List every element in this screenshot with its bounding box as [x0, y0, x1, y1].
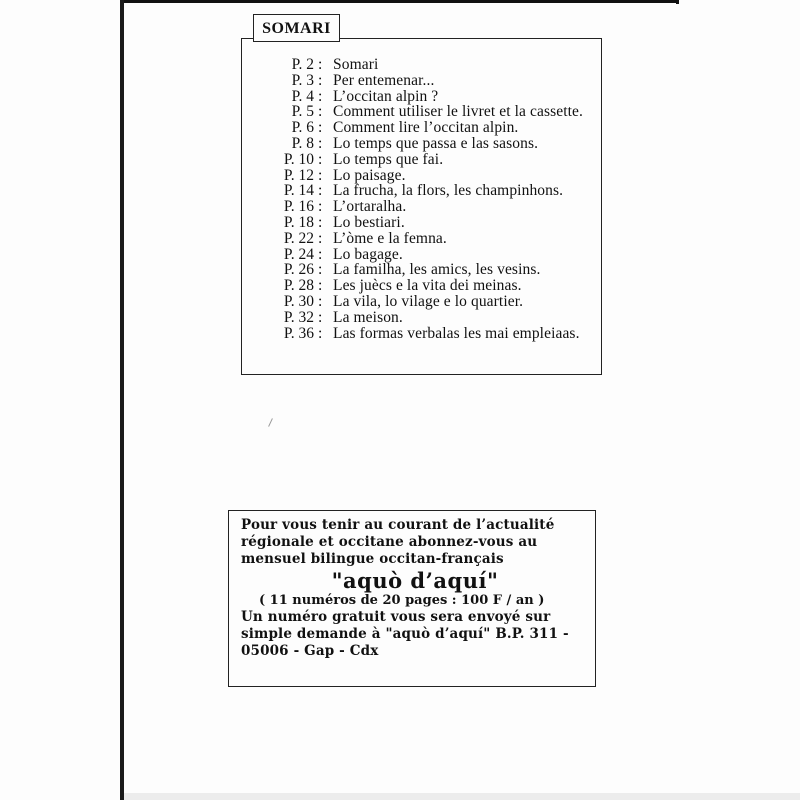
toc-page-number: P. 14 — [283, 182, 314, 200]
toc-entry-title: L’occitan alpin ? — [333, 87, 439, 105]
toc-page-number: P. 28 — [283, 277, 314, 295]
toc-separator: : — [318, 150, 323, 168]
toc-separator: : — [318, 229, 323, 247]
toc-separator: : — [318, 56, 323, 73]
toc-entry — [256, 104, 596, 120]
toc-entry-title: Comment lire l’occitan alpin. — [333, 119, 519, 137]
advert-address: 05006 - Gap - Cdx — [241, 643, 379, 659]
toc-separator: : — [318, 182, 323, 200]
toc-entry — [256, 152, 596, 168]
subscription-advert-box — [228, 510, 596, 687]
toc-page-number: P. 6 — [291, 119, 314, 137]
toc-entry-title: Lo bagage. — [333, 245, 403, 263]
toc-entry — [256, 278, 596, 294]
toc-separator: : — [318, 71, 323, 89]
toc-separator: : — [318, 292, 323, 310]
toc-entry-title: Somari — [333, 56, 379, 73]
toc-separator: : — [318, 87, 323, 105]
advert-line: Un numéro gratuit vous sera envoyé sur — [241, 609, 551, 625]
toc-page-number: P. 18 — [283, 213, 314, 231]
scan-edge-corner — [676, 0, 679, 4]
toc-entry-title: Les juècs e la vita dei meinas. — [333, 277, 522, 295]
advert-line: mensuel bilingue occitan-français — [241, 551, 504, 567]
toc-page-number: P. 12 — [283, 166, 314, 184]
subscription-price: ( 11 numéros de 20 pages : 100 F / an ) — [259, 593, 545, 608]
toc-page-number: P. 26 — [283, 261, 314, 279]
toc-entry — [256, 120, 596, 136]
magazine-title: "aquò d’aquí" — [331, 568, 499, 593]
toc-entry — [256, 247, 596, 263]
toc-entry-title: Per entemenar... — [333, 71, 435, 89]
scan-edge-left — [120, 0, 124, 800]
toc-entry — [256, 262, 596, 278]
toc-separator: : — [318, 245, 323, 263]
toc-separator: : — [318, 166, 323, 184]
toc-page-number: P. 8 — [291, 134, 314, 152]
toc-page-number: P. 30 — [283, 292, 314, 310]
toc-entry — [256, 215, 596, 231]
toc-entry — [256, 136, 596, 152]
table-of-contents-list — [256, 57, 596, 341]
toc-entry — [256, 183, 596, 199]
toc-entry-title: Lo temps que passa e las sasons. — [333, 134, 539, 152]
toc-entry — [256, 326, 596, 342]
advert-line: Pour vous tenir au courant de l’actualité — [241, 517, 555, 533]
toc-entry — [256, 168, 596, 184]
toc-entry-title: Lo temps que fai. — [333, 150, 444, 168]
toc-page-number: P. 3 — [291, 71, 314, 89]
toc-page-number: P. 24 — [283, 245, 314, 263]
toc-page-number: P. 32 — [283, 308, 314, 326]
toc-entry-title: Las formas verbalas les mai empleiaas. — [333, 324, 580, 342]
toc-separator: : — [318, 213, 323, 231]
table-of-contents-heading: SOMARI — [253, 14, 340, 42]
toc-separator: : — [318, 103, 323, 121]
toc-entry-title: L’òme e la femna. — [333, 229, 447, 247]
toc-entry — [256, 199, 596, 215]
advert-line: régionale et occitane abonnez-vous au — [241, 534, 538, 550]
toc-page-number: P. 16 — [283, 198, 314, 216]
toc-entry — [256, 57, 596, 73]
advert-line: simple demande à "aquò d’aquí" B.P. 311 - — [241, 626, 569, 642]
toc-entry-title: Lo bestiari. — [333, 213, 405, 231]
toc-entry — [256, 73, 596, 89]
toc-page-number: P. 2 — [291, 56, 314, 73]
toc-page-number: P. 10 — [283, 150, 314, 168]
toc-entry-title: La frucha, la flors, les champinhons. — [333, 182, 564, 200]
toc-entry-title: La familha, les amics, les vesins. — [333, 261, 541, 279]
stray-mark — [268, 418, 273, 427]
toc-entry-title: Comment utiliser le livret et la cassette. — [333, 103, 583, 121]
toc-separator: : — [318, 324, 323, 342]
toc-separator: : — [318, 134, 323, 152]
toc-separator: : — [318, 119, 323, 137]
toc-separator: : — [318, 308, 323, 326]
scan-edge-bottom — [124, 793, 800, 800]
toc-separator: : — [318, 277, 323, 295]
toc-entry-title: La meison. — [333, 308, 403, 326]
toc-separator: : — [318, 261, 323, 279]
toc-page-number: P. 4 — [291, 87, 314, 105]
scan-edge-top — [123, 0, 676, 3]
toc-page-number: P. 5 — [291, 103, 314, 121]
toc-entry-title: Lo paisage. — [333, 166, 406, 184]
toc-entry — [256, 89, 596, 105]
toc-separator: : — [318, 198, 323, 216]
toc-entry — [256, 310, 596, 326]
toc-page-number: P. 22 — [283, 229, 314, 247]
toc-page-number: P. 36 — [283, 324, 314, 342]
toc-entry-title: L’ortaralha. — [333, 198, 407, 216]
toc-entry — [256, 294, 596, 310]
toc-entry-title: La vila, lo vilage e lo quartier. — [333, 292, 524, 310]
toc-entry — [256, 231, 596, 247]
